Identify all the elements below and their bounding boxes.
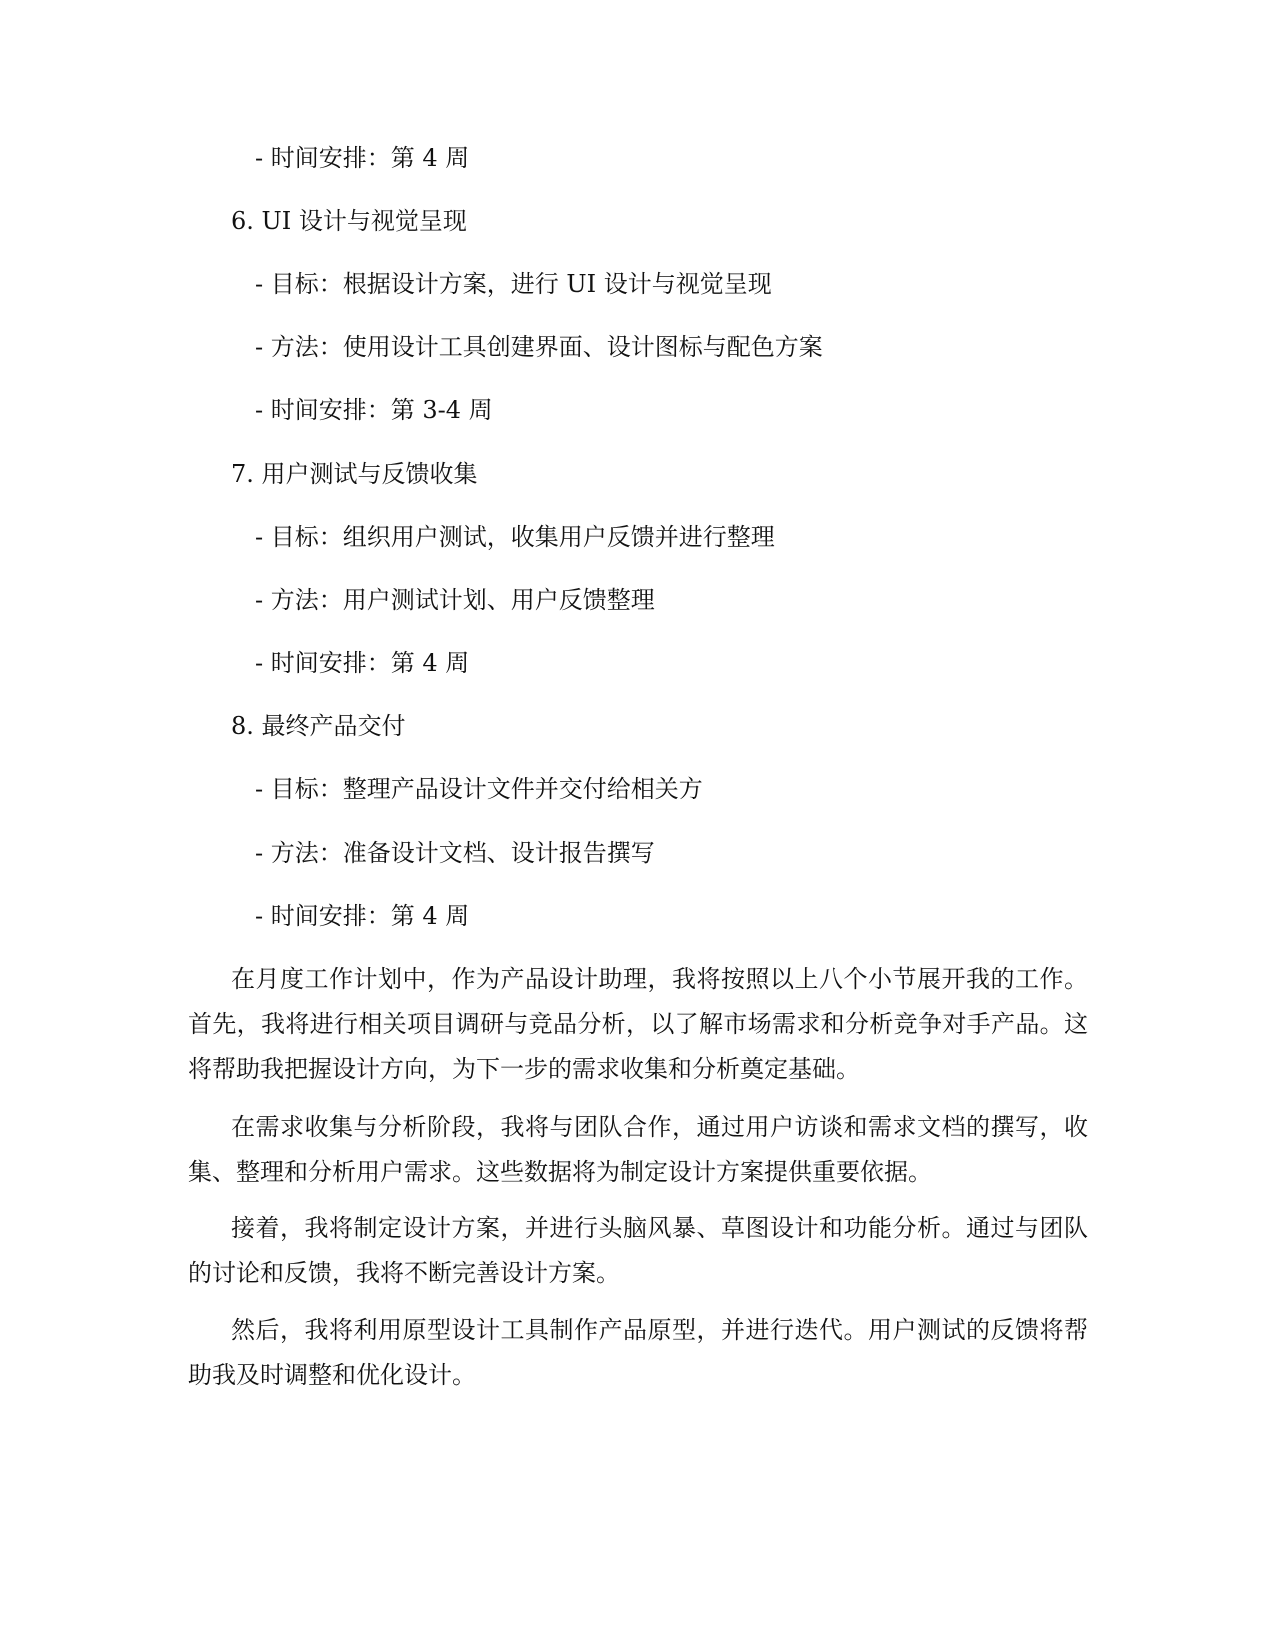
body-paragraph: 接着，我将制定设计方案，并进行头脑风暴、草图设计和功能分析。通过与团队的讨论和反馈，我将不断完善设计方案。 [188,1214,1088,1287]
goal-line: - 目标：组织用户测试，收集用户反馈并进行整理 [255,523,775,551]
schedule-line: - 时间安排：第 4 周 [255,144,470,172]
schedule-line: - 时间安排：第 3-4 周 [255,396,493,424]
section-heading-7: 7. 用户测试与反馈收集 [231,460,478,488]
goal-line: - 目标：根据设计方案，进行 UI 设计与视觉呈现 [255,270,772,298]
body-paragraph: 在需求收集与分析阶段，我将与团队合作，通过用户访谈和需求文档的撰写，收集、整理和分析用户需求。这些数据将为制定设计方案提供重要依据。 [188,1113,1088,1186]
body-paragraph: 然后，我将利用原型设计工具制作产品原型，并进行迭代。用户测试的反馈将帮助我及时调整和优化设计。 [188,1316,1088,1389]
goal-line: - 目标：整理产品设计文件并交付给相关方 [255,775,703,803]
method-line: - 方法：用户测试计划、用户反馈整理 [255,586,655,614]
method-line: - 方法：准备设计文档、设计报告撰写 [255,839,655,867]
section-heading-8: 8. 最终产品交付 [231,712,406,740]
schedule-line: - 时间安排：第 4 周 [255,902,470,930]
body-paragraph: 在月度工作计划中，作为产品设计助理，我将按照以上八个小节展开我的工作。首先，我将进行相关项目调研与竞品分析，以了解市场需求和分析竞争对手产品。这将帮助我把握设计方向，为下一步的需求收集和分析奠定基础。 [188,965,1088,1083]
schedule-line: - 时间安排：第 4 周 [255,649,470,677]
method-line: - 方法：使用设计工具创建界面、设计图标与配色方案 [255,333,823,361]
section-heading-6: 6. UI 设计与视觉呈现 [231,207,467,235]
